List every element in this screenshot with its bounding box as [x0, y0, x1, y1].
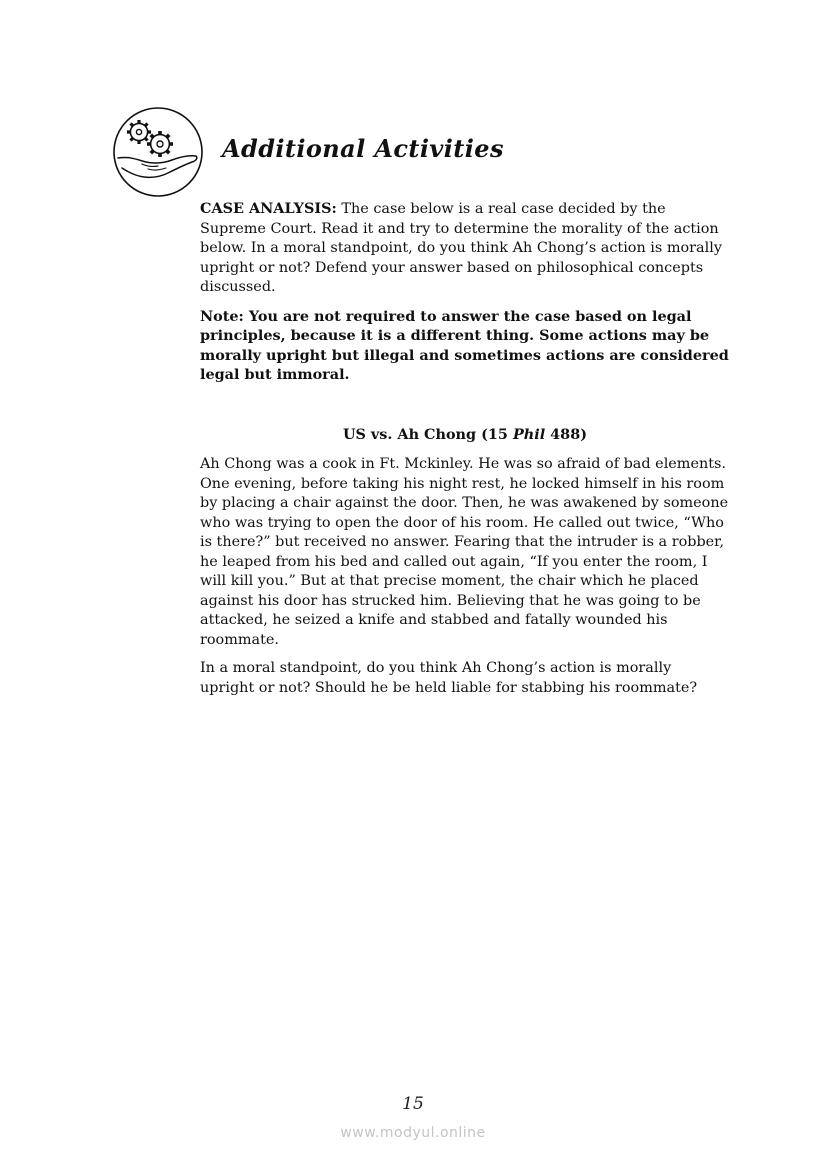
case-title [200, 425, 730, 445]
case-title-prefix: US vs. Ah Chong (15 [342, 425, 513, 443]
case-title-suffix: 488) [545, 425, 588, 443]
gears-on-hand-icon [112, 106, 204, 198]
case-analysis-label: CASE ANALYSIS: [200, 200, 337, 217]
case-analysis-paragraph [200, 199, 730, 298]
activity-content [200, 199, 730, 707]
case-question: In a moral standpoint, do you think Ah Chong’s action is morally upright or not? Should he be held liable for stabbing his roommate? [200, 660, 698, 696]
case-body: Ah Chong was a cook in Ft. Mckinley. He was so afraid of bad elements. One evening, before taking his night rest, he locked himself in his room by placing a chair against the door. Then, he was awakened by someone who was trying to open the door of his room. He called out twice, “Who is there?” but received no answer. Fearing that the intruder is a robber, he leaped from his bed and called out again, “If you enter the room, I will kill you.” But at that precise moment, the chair which he placed against his door has strucked him. Believing that he was going to be attacked, he seized a knife and stabbed and fatally wounded his roommate. [200, 456, 729, 648]
note-paragraph: Note: You are not required to answer the case based on legal principles, because it is a different thing. Some actions may be morally upright but illegal and sometimes actions are considered legal but immoral. [200, 307, 729, 383]
section-title: Additional Activities [222, 134, 504, 163]
watermark: www.modyul.online [340, 1125, 486, 1141]
case-title-reporter: Phil [512, 425, 546, 443]
page-number: 15 [402, 1094, 424, 1114]
case-analysis-text: The case below is a real case decided by the Supreme Court. Read it and try to determine the morality of the action below. In a moral standpoint, do you think Ah Chong’s action is morally upright or not? Defend your answer based on philosophical concepts discussed. [200, 201, 722, 295]
